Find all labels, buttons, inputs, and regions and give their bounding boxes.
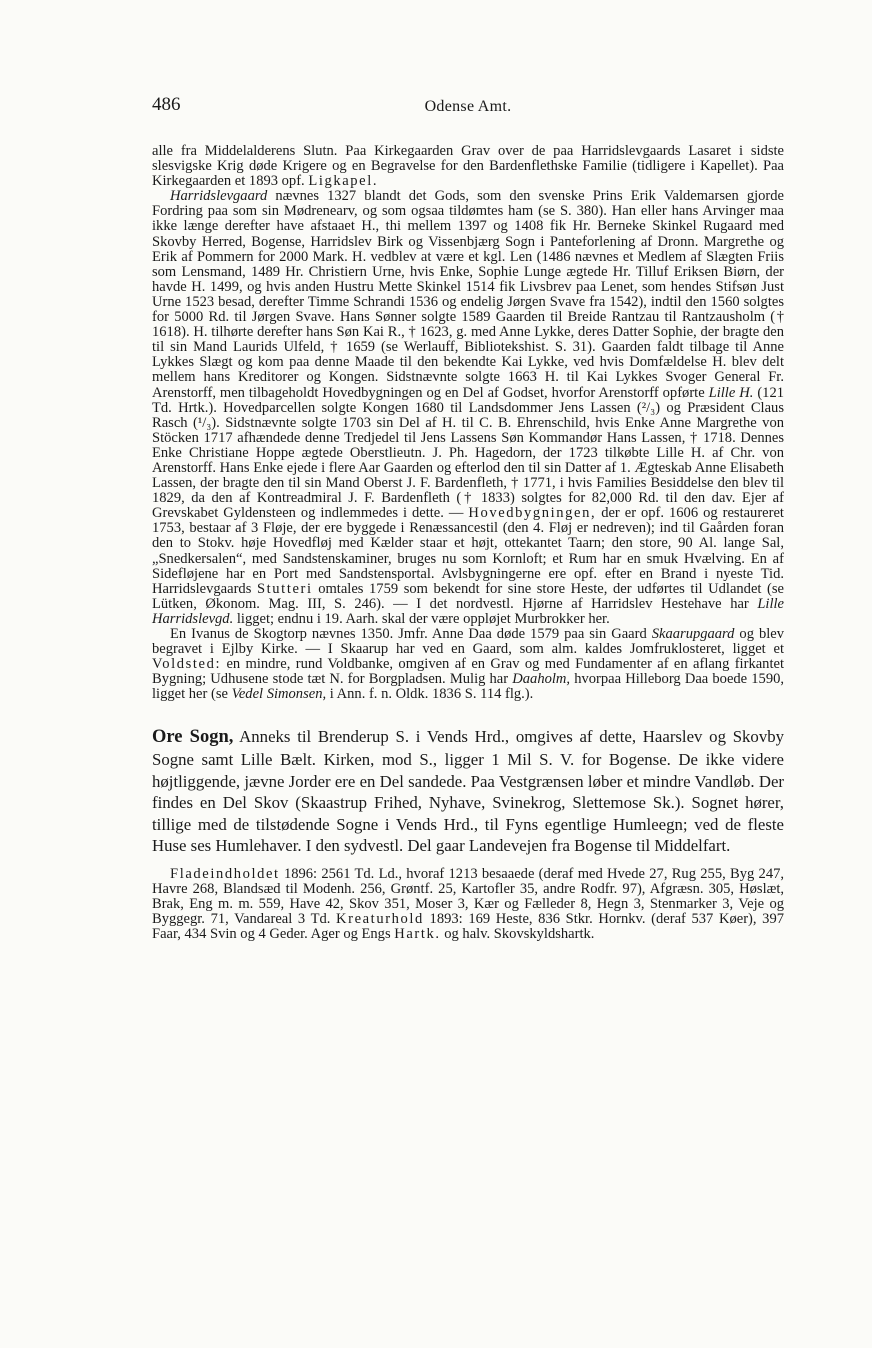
paragraph-ore-sogn (152, 726, 784, 857)
spaced-term: Kreaturhold (336, 911, 424, 928)
paragraph-statistics (152, 867, 784, 942)
text-span: En Ivanus de Skogtorp nævnes 1350. Jmfr. Anne Daa døde 1579 paa sin Gaard (170, 626, 652, 642)
paragraph-cemetery (152, 144, 784, 189)
italic-term: Lille Harridslevgd. (152, 595, 784, 627)
main-text-small (152, 144, 784, 702)
text-span: omtales 1759 som bekendt for sine store Heste, der udførtes til Udlandet (se Lütken, Økonom. Mag. III, S. 246). — I det nordvestl. Hjørne af Harridslev Hestehave har (152, 580, 784, 612)
text-span: 1896: 2561 Td. Ld., hvoraf 1213 besaaede (deraf med Hvede 27, Rug 255, Byg 247, Havre 268, Blandsæd til Modenh. 256, Grøntf. 25, Kartofler 35, andre Rodfr. 97), Afgræsn. 305, Høslæt, Brak, Eng m. m. 559, Have 42, Skov 351, Moser 3, Kær og Fælleder 8, Hegn 3, Stenmarker 3, Veje og Byggegr. 71, Vandareal 3 Td. (152, 866, 784, 928)
text-span: ligget; endnu i 19. Aarh. skal der være oppløjet Murbrokker her. (233, 610, 610, 627)
book-page (152, 94, 784, 943)
text-span: hvorpaa Hilleborg Daa boede 1590, ligget her (se (152, 671, 785, 703)
running-head: Odense Amt. (424, 98, 512, 115)
spaced-term: Hovedbygningen, (468, 505, 597, 522)
text-span: en mindre, rund Voldbanke, omgiven af en Grav og med Fundamenter af en aflang firkantet Bygning; Udhusene stode tæt N. for Borgpladsen. Mulig har (152, 656, 784, 688)
spaced-term: Hartk. (394, 926, 441, 943)
paragraph-skogtorp (152, 627, 784, 702)
paragraph-harridslevgaard (152, 189, 784, 627)
page-number: 486 (152, 94, 181, 115)
italic-term: Daaholm, (512, 671, 571, 688)
italic-term: Lille H. (708, 384, 754, 401)
spaced-term: Fladeindholdet (170, 866, 280, 883)
text-span: der er opf. 1606 og restaureret 1753, bestaar af 3 Fløje, der ere byggede i Renæssancestil (den 4. Fløj er nedreven); ind til Gaården foran den to Stokv. høje Hovedfløj med Kælder staar et højt, ottekantet Taarn; den store, 90 Al. lange Sal, „Snedkersalen“, med Sandstenskaminer, bruges nu som Kornloft; et Rum har en smuk Hvælving. En af Sidefløjene har en Port med Sandstensportal. Avlsbygningerne ere opf. efter en Brand i nyeste Tid. Harridslevgaards (152, 505, 784, 597)
italic-term: Skaarupgaard (651, 626, 735, 642)
text-span: (121 Td. Hrtk.). Hovedparcellen solgte Kongen 1680 til Landsdommer Jens Lassen (²/₃) og Præsident Claus Rasch (¹/₃). Sidstnævnte solgte 1703 sin Del af H. til C. B. Ehrenschild, hvis Enke Anne Margrethe von Stöcken 1717 afhændede denne Tredjedel til Jens Lassens Søn Kommandør Hans Lassen, † 1718. Dennes Enke Christiane Hoppe ægtede Oberstlieutn. J. Ph. Hagedorn, der 1723 tilkøbte Lille H. af Chr. von Arenstorff. Hans Enke ejede i flere Aar Gaarden og efterlod den til sin Datter af 1. Ægteskab Anne Elisabeth Lassen, der bragte den til sin Mand Oberst J. F. Bardenfleth, † 1771, i hvis Families Besiddelse den blev til 1829, da den af Kontreadmiral J. F. Bardenfleth († 1833) solgtes for 82,000 Rd. til den dav. Ejer af Grevskabet Gyldensteen og indlemmedes i dette. — (152, 384, 784, 522)
spaced-term: Stutteri (256, 580, 313, 597)
section-heading: Ore Sogn, (152, 727, 234, 748)
italic-term: Vedel Simonsen, (231, 686, 327, 703)
italic-term: Harridslevgaard (170, 188, 268, 205)
spaced-term: Voldsted: (152, 656, 222, 673)
text-span: i Ann. f. n. Oldk. 1836 S. 114 flg.). (326, 686, 534, 703)
page-header (152, 94, 784, 124)
text-span: alle fra Middelalderens Slutn. Paa Kirkegaarden Grav over de paa Harridslevgaards Lasaret i sidste slesvigske Krig døde Krigere og en Begravelse for den Bardenflethske Familie (tidligere i Kapellet). Paa Kirkegaarden et 1893 opf. (152, 143, 784, 190)
spaced-term: Ligkapel. (308, 173, 379, 190)
text-span: 1893: 169 Heste, 836 Stkr. Hornkv. (deraf 537 Køer), 397 Faar, 434 Svin og 4 Geder. Ager og Engs (152, 911, 784, 943)
text-span: og blev begravet i Ejlby Kirke. — I Skaarup har ved en Gaard, som alm. kaldes Jomfruklosteret, ligget et (152, 626, 784, 658)
text-span: nævnes 1327 blandt det Gods, som den svenske Prins Erik Valdemarsen gjorde Fordring paa som sin Mødrenearv, og som ogsaa tildømtes ham (se S. 380). Han eller hans Arvinger maa ikke længe derefter have afstaaet H., thi mellem 1397 og 1408 fik Hr. Berneke Skinkel Rugaard med Skovby Herred, Bogense, Harridslev Birk og Vissenbjærg Sogn i Panteforlening af Dronn. Margrethe og Erik af Pommern for 2000 Mark. H. vedblev at være et kgl. Len (1486 nævnes et Medlem af Slægten Friis som Lensmand, 1489 Hr. Christiern Urne, hvis Enke, Sophie Lunge ægtede Hr. Tilluf Eriksen Biørn, der havde H. 1499, og hvis anden Hustru Mette Skinkel 1514 fik Livsbrev paa Lenet, som hendes Stifsøn Just Urne 1523 besad, derefter Timme Schrandi 1536 og endelig Jørgen Svave fra 1542), indtil den 1560 solgtes for 5000 Rd. til Jørgen Svave. Hans Sønner solgte 1589 Gaarden til Breide Rantzau til Rantzausholm († 1618). H. tilhørte derefter hans Søn Kai R., † 1623, g. med Anne Lykke, deres Datter Sophie, der bragte den til sin Mand Laurids Ulfeld, † 1659 (se Werlauff, Bibliotekshist. S. 31). Gaarden faldt tilbage til Anne Lykkes Slægt og kom paa denne Maade til den bekendte Kai Lykke, ved hvis Domfældelse H. blev delt mellem hans Kreditorer og Kongen. Sidstnævnte solgte 1663 H. til Kai Lykkes Svoger General Fr. Arenstorff, men tilbageholdt Hovedbygningen og en Del af Godset, hvorfor Arenstorff opførte (152, 188, 784, 401)
text-span: og halv. Skovskyldshartk. (440, 926, 595, 943)
text-span: Anneks til Brenderup S. i Vends Hrd., omgives af dette, Haarslev og Skovby Sogne samt Lille Bælt. Kirken, mod S., ligger 1 Mil S. V. for Bogense. De ikke videre højtliggende, jævne Jorder ere en Del sandede. Paa Vestgrænsen løber et mindre Vandløb. Der findes en Del Skov (Skaastrup Frihed, Nyhave, Svinekrog, Slettemose Sk.). Sognet hører, tillige med de tilstødende Sogne i Vends Hrd., til Fyns egentlige Humleegn; ved de fleste Huse ses Humlehaver. I den sydvestl. Del gaar Landevejen fra Bogense til Middelfart. (152, 727, 784, 856)
